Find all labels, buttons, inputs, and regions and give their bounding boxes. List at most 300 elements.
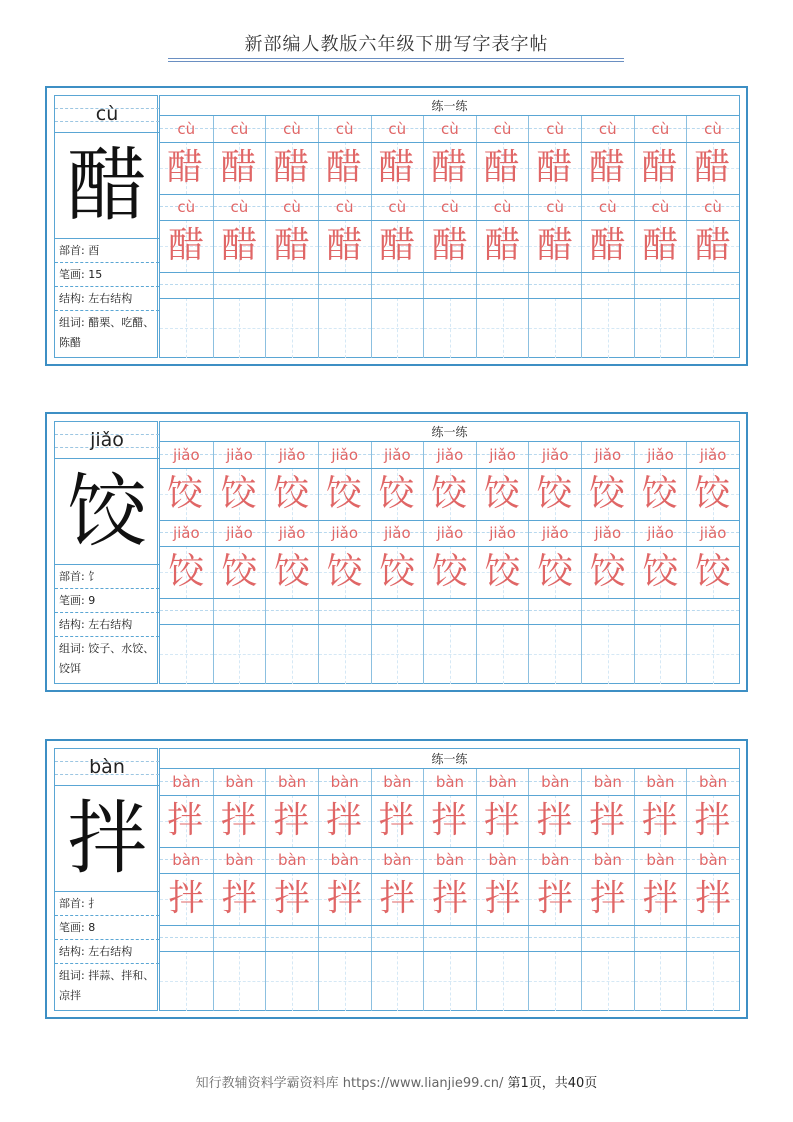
structure-label: 结构: 左右结构 [55,940,159,964]
trace-glyph: 拌 [695,878,732,919]
blank-pinyin-cell[interactable] [423,925,476,951]
trace-pinyin: jiǎo [436,524,464,542]
blank-writing-cell[interactable] [160,624,213,684]
blank-writing-cell[interactable] [476,298,529,358]
trace-pinyin: jiǎo [541,524,569,542]
blank-writing-cell[interactable] [160,951,213,1011]
practice-row [160,442,739,468]
pinyin-cell [528,769,581,795]
trace-pinyin: jiǎo [594,446,622,464]
row-divider [160,873,739,874]
blank-writing-cell[interactable] [318,624,371,684]
trace-cell[interactable] [634,220,687,272]
radical-label: 部首: 酉 [55,239,159,263]
trace-pinyin: jiǎo [278,524,306,542]
blank-writing-cell[interactable] [686,624,739,684]
blank-writing-cell[interactable] [371,624,424,684]
pinyin-cell [265,769,318,795]
trace-cell[interactable] [160,220,213,272]
character-pinyin: cù [55,96,159,133]
stroke-step-glyph: 拌 [694,800,731,841]
stroke-step-glyph: 醋 [325,147,362,188]
trace-glyph: 拌 [168,878,205,919]
word-examples: 组词: 拌蒜、拌和、凉拌 [59,969,155,1002]
practice-row [160,769,739,795]
structure-label: 结构: 左右结构 [55,287,159,311]
pinyin-cell [634,116,687,142]
pinyin-cell [581,116,634,142]
pinyin-cell [265,116,318,142]
stroke-order-cell[interactable] [634,468,687,520]
stroke-order-cell[interactable] [160,468,213,520]
trace-cell[interactable] [686,220,739,272]
page-title: 新部编人教版六年级下册写字表字帖 [244,34,549,55]
trace-pinyin: bàn [593,851,622,869]
blank-writing-cell[interactable] [318,951,371,1011]
blank-pinyin-cell[interactable] [160,925,213,951]
trace-pinyin: bàn [593,773,622,791]
blank-pinyin-cell[interactable] [476,925,529,951]
blank-writing-cell[interactable] [528,298,581,358]
blank-pinyin-cell[interactable] [423,272,476,298]
trace-glyph: 拌 [589,878,626,919]
pinyin-cell [581,847,634,873]
trace-pinyin: cù [283,198,301,216]
stroke-step-glyph: 拌 [589,800,626,841]
practice-row [160,925,739,951]
trace-pinyin: bàn [488,773,517,791]
trace-glyph: 醋 [484,225,521,266]
trace-cell[interactable] [265,220,318,272]
practice-row [160,795,739,847]
page-footer [0,1072,793,1091]
blank-writing-cell[interactable] [265,624,318,684]
blank-writing-cell[interactable] [423,951,476,1011]
stroke-order-cell[interactable] [528,795,581,847]
trace-cell[interactable] [160,873,213,925]
trace-cell[interactable] [265,546,318,598]
stroke-order-cell[interactable] [476,795,529,847]
row-divider [160,951,739,952]
stroke-order-cell[interactable] [265,795,318,847]
trace-cell[interactable] [476,220,529,272]
blank-pinyin-cell[interactable] [160,272,213,298]
row-divider [160,220,739,221]
blank-writing-cell[interactable] [213,298,266,358]
pinyin-cell [371,442,424,468]
practice-row [160,520,739,546]
character-glyph: 饺 [55,459,159,565]
blank-writing-cell[interactable] [634,298,687,358]
blank-writing-cell[interactable] [160,298,213,358]
stroke-order-cell[interactable] [318,142,371,194]
blank-pinyin-cell[interactable] [213,598,266,624]
trace-pinyin: jiǎo [383,446,411,464]
stroke-step-glyph: 拌 [220,800,257,841]
practice-row [160,624,739,684]
stroke-step-glyph: 饺 [220,473,257,514]
trace-pinyin: cù [283,120,301,138]
blank-writing-cell[interactable] [213,624,266,684]
trace-pinyin: cù [441,120,459,138]
trace-pinyin: bàn [383,773,412,791]
stroke-step-glyph: 饺 [536,473,573,514]
blank-pinyin-cell[interactable] [423,598,476,624]
pinyin-cell [318,194,371,220]
stroke-order-cell[interactable] [528,142,581,194]
character-card [45,412,748,692]
blank-writing-cell[interactable] [476,624,529,684]
stroke-order-cell[interactable] [160,795,213,847]
pinyin-cell [318,520,371,546]
blank-writing-cell[interactable] [634,951,687,1011]
stroke-order-cell[interactable] [265,468,318,520]
stroke-order-cell[interactable] [318,468,371,520]
blank-writing-cell[interactable] [686,951,739,1011]
trace-cell[interactable] [686,546,739,598]
stroke-step-glyph: 饺 [325,473,362,514]
pinyin-cell [318,847,371,873]
stroke-step-glyph: 饺 [589,473,626,514]
trace-glyph: 拌 [221,878,258,919]
trace-glyph: 拌 [484,878,521,919]
blank-pinyin-cell[interactable] [686,272,739,298]
pinyin-cell [213,520,266,546]
trace-cell[interactable] [528,220,581,272]
trace-glyph: 饺 [431,551,468,592]
blank-pinyin-cell[interactable] [265,925,318,951]
pinyin-cell [423,847,476,873]
trace-pinyin: jiǎo [647,524,674,542]
trace-pinyin: jiǎo [331,446,359,464]
practice-row [160,142,739,194]
stroke-step-glyph: 醋 [536,147,573,188]
pinyin-cell [528,520,581,546]
trace-glyph: 饺 [221,551,258,592]
blank-pinyin-cell[interactable] [318,925,371,951]
blank-pinyin-cell[interactable] [318,598,371,624]
trace-glyph: 拌 [379,878,416,919]
title-rule [168,61,624,62]
blank-writing-cell[interactable] [581,951,634,1011]
practice-row [160,598,739,624]
pinyin-cell [423,769,476,795]
trace-glyph: 醋 [221,225,258,266]
trace-pinyin: cù [598,198,617,216]
blank-writing-cell[interactable] [423,298,476,358]
stroke-order-cell[interactable] [213,795,266,847]
pinyin-cell [581,442,634,468]
stroke-order-cell[interactable] [634,795,687,847]
stroke-order-cell[interactable] [371,795,424,847]
pinyin-cell [634,194,687,220]
stroke-order-cell[interactable] [528,468,581,520]
stroke-order-cell[interactable] [213,468,266,520]
stroke-order-cell[interactable] [423,468,476,520]
blank-pinyin-cell[interactable] [686,925,739,951]
blank-pinyin-cell[interactable] [265,598,318,624]
blank-pinyin-cell[interactable] [213,272,266,298]
stroke-order-cell[interactable] [581,795,634,847]
blank-pinyin-cell[interactable] [371,272,424,298]
blank-writing-cell[interactable] [634,624,687,684]
stroke-order-cell[interactable] [160,142,213,194]
stroke-order-cell[interactable] [423,795,476,847]
stroke-order-cell[interactable] [423,142,476,194]
trace-cell[interactable] [423,873,476,925]
row-divider [160,272,739,273]
trace-glyph: 拌 [537,878,574,919]
pinyin-cell [265,847,318,873]
row-divider [160,925,739,926]
stroke-step-glyph: 饺 [694,473,731,514]
trace-cell[interactable] [213,220,266,272]
word-examples: 组词: 饺子、水饺、饺饵 [59,642,155,675]
pinyin-cell [476,442,529,468]
trace-glyph: 饺 [168,551,205,592]
stroke-order-cell[interactable] [686,795,739,847]
stroke-count-label: 笔画: 8 [55,916,159,940]
stroke-order-cell[interactable] [581,468,634,520]
blank-pinyin-cell[interactable] [476,598,529,624]
footer-site: 知行教辅资料学霸资料库 https://www.lianjie99.cn/ [195,1076,504,1091]
stroke-step-glyph: 饺 [167,473,204,514]
blank-writing-cell[interactable] [528,624,581,684]
structure-label: 结构: 左右结构 [55,613,159,637]
pinyin-cell [686,769,739,795]
character-info-panel [54,421,158,684]
stroke-order-cell[interactable] [371,142,424,194]
blank-writing-cell[interactable] [318,298,371,358]
blank-writing-cell[interactable] [476,951,529,1011]
trace-pinyin: cù [230,120,249,138]
trace-glyph: 饺 [695,551,732,592]
stroke-step-glyph: 拌 [483,800,520,841]
trace-glyph: 醋 [274,225,311,266]
trace-pinyin: bàn [646,773,675,791]
blank-writing-cell[interactable] [371,951,424,1011]
trace-pinyin: bàn [225,851,254,869]
pinyin-cell [686,442,739,468]
blank-pinyin-cell[interactable] [371,925,424,951]
trace-cell[interactable] [528,546,581,598]
trace-glyph: 醋 [642,225,679,266]
stroke-step-glyph: 饺 [641,473,678,514]
trace-cell[interactable] [423,546,476,598]
blank-pinyin-cell[interactable] [686,598,739,624]
blank-writing-cell[interactable] [581,298,634,358]
blank-pinyin-cell[interactable] [213,925,266,951]
pinyin-cell [581,769,634,795]
trace-pinyin: jiǎo [436,446,464,464]
blank-pinyin-cell[interactable] [318,272,371,298]
stroke-order-cell[interactable] [476,142,529,194]
blank-writing-cell[interactable] [581,624,634,684]
trace-pinyin: jiǎo [226,524,253,542]
trace-pinyin: jiǎo [489,524,516,542]
trace-pinyin: cù [335,120,354,138]
pinyin-cell [160,847,213,873]
trace-cell[interactable] [634,546,687,598]
pinyin-cell [371,847,424,873]
pinyin-cell [581,194,634,220]
blank-writing-cell[interactable] [423,624,476,684]
stroke-step-glyph: 拌 [641,800,678,841]
trace-cell[interactable] [371,220,424,272]
stroke-order-cell[interactable] [686,142,739,194]
practice-row [160,116,739,142]
stroke-order-cell[interactable] [476,468,529,520]
trace-pinyin: bàn [698,773,728,791]
pinyin-cell [423,116,476,142]
trace-pinyin: bàn [277,773,307,791]
stroke-order-cell[interactable] [634,142,687,194]
blank-writing-cell[interactable] [265,298,318,358]
blank-pinyin-cell[interactable] [476,272,529,298]
stroke-step-glyph: 饺 [483,473,520,514]
character-info-panel [54,95,158,358]
blank-pinyin-cell[interactable] [581,598,634,624]
stroke-order-cell[interactable] [265,142,318,194]
pinyin-cell [634,520,687,546]
word-examples: 组词: 醋栗、吃醋、陈醋 [59,316,155,349]
stroke-order-cell[interactable] [213,142,266,194]
trace-glyph: 拌 [326,878,363,919]
stroke-step-glyph: 醋 [167,147,204,188]
stroke-step-glyph: 饺 [273,473,310,514]
trace-cell[interactable] [476,546,529,598]
blank-pinyin-cell[interactable] [634,925,687,951]
blank-pinyin-cell[interactable] [160,598,213,624]
footer-page-number: 第1页，共40页 [507,1076,598,1091]
trace-glyph: 饺 [379,551,416,592]
pinyin-cell [423,520,476,546]
stroke-step-glyph: 醋 [431,147,468,188]
blank-writing-cell[interactable] [528,951,581,1011]
radical-label: 部首: 扌 [55,892,159,916]
character-info-panel [54,748,158,1011]
pinyin-cell [160,194,213,220]
practice-row [160,194,739,220]
stroke-step-glyph: 拌 [378,800,415,841]
stroke-step-glyph: 醋 [220,147,257,188]
pinyin-cell [686,116,739,142]
stroke-order-cell[interactable] [581,142,634,194]
pinyin-cell [686,194,739,220]
blank-writing-cell[interactable] [213,951,266,1011]
trace-cell[interactable] [213,873,266,925]
trace-glyph: 醋 [589,225,626,266]
stroke-step-glyph: 醋 [641,147,678,188]
trace-cell[interactable] [634,873,687,925]
blank-writing-cell[interactable] [265,951,318,1011]
blank-pinyin-cell[interactable] [634,272,687,298]
trace-pinyin: cù [335,198,354,216]
character-card [45,86,748,366]
trace-cell[interactable] [371,873,424,925]
trace-pinyin: cù [177,120,196,138]
pinyin-cell [160,769,213,795]
trace-glyph: 饺 [274,551,311,592]
trace-pinyin: bàn [172,773,201,791]
trace-cell[interactable] [213,546,266,598]
pinyin-cell [634,442,687,468]
trace-glyph: 醋 [431,225,468,266]
trace-pinyin: cù [598,120,617,138]
blank-pinyin-cell[interactable] [371,598,424,624]
character-pinyin: jiǎo [55,422,159,459]
pinyin-cell [476,769,529,795]
trace-pinyin: cù [651,198,670,216]
trace-glyph: 饺 [537,551,574,592]
trace-glyph: 醋 [537,225,574,266]
blank-writing-cell[interactable] [371,298,424,358]
trace-cell[interactable] [476,873,529,925]
trace-cell[interactable] [581,873,634,925]
stroke-order-cell[interactable] [318,795,371,847]
trace-cell[interactable] [581,220,634,272]
character-glyph: 醋 [55,133,159,239]
trace-cell[interactable] [581,546,634,598]
trace-cell[interactable] [160,546,213,598]
stroke-step-glyph: 醋 [483,147,520,188]
pinyin-cell [371,194,424,220]
title-rule [168,58,624,59]
stroke-step-glyph: 拌 [167,800,204,841]
stroke-count-label: 笔画: 9 [55,589,159,613]
trace-glyph: 醋 [168,225,205,266]
trace-cell[interactable] [318,546,371,598]
trace-pinyin: cù [493,120,512,138]
trace-cell[interactable] [371,546,424,598]
pinyin-cell [265,194,318,220]
character-glyph: 拌 [55,786,159,892]
trace-cell[interactable] [318,220,371,272]
blank-pinyin-cell[interactable] [528,925,581,951]
pinyin-cell [686,847,739,873]
stroke-order-cell[interactable] [371,468,424,520]
blank-writing-cell[interactable] [686,298,739,358]
trace-glyph: 饺 [326,551,363,592]
pinyin-cell [160,442,213,468]
trace-pinyin: bàn [698,851,728,869]
pinyin-cell [476,116,529,142]
blank-pinyin-cell[interactable] [528,598,581,624]
trace-cell[interactable] [528,873,581,925]
trace-cell[interactable] [318,873,371,925]
blank-pinyin-cell[interactable] [581,272,634,298]
blank-pinyin-cell[interactable] [265,272,318,298]
trace-cell[interactable] [265,873,318,925]
blank-pinyin-cell[interactable] [634,598,687,624]
trace-cell[interactable] [423,220,476,272]
pinyin-cell [423,442,476,468]
pinyin-cell [476,847,529,873]
pinyin-cell [528,442,581,468]
trace-cell[interactable] [686,873,739,925]
character-pinyin: bàn [55,749,159,786]
blank-pinyin-cell[interactable] [528,272,581,298]
stroke-step-glyph: 饺 [378,473,415,514]
pinyin-cell [528,116,581,142]
trace-pinyin: cù [704,120,722,138]
practice-title: 练一练 [160,749,739,769]
trace-pinyin: jiǎo [331,524,359,542]
blank-pinyin-cell[interactable] [581,925,634,951]
stroke-order-cell[interactable] [686,468,739,520]
trace-pinyin: jiǎo [489,446,516,464]
trace-glyph: 醋 [326,225,363,266]
